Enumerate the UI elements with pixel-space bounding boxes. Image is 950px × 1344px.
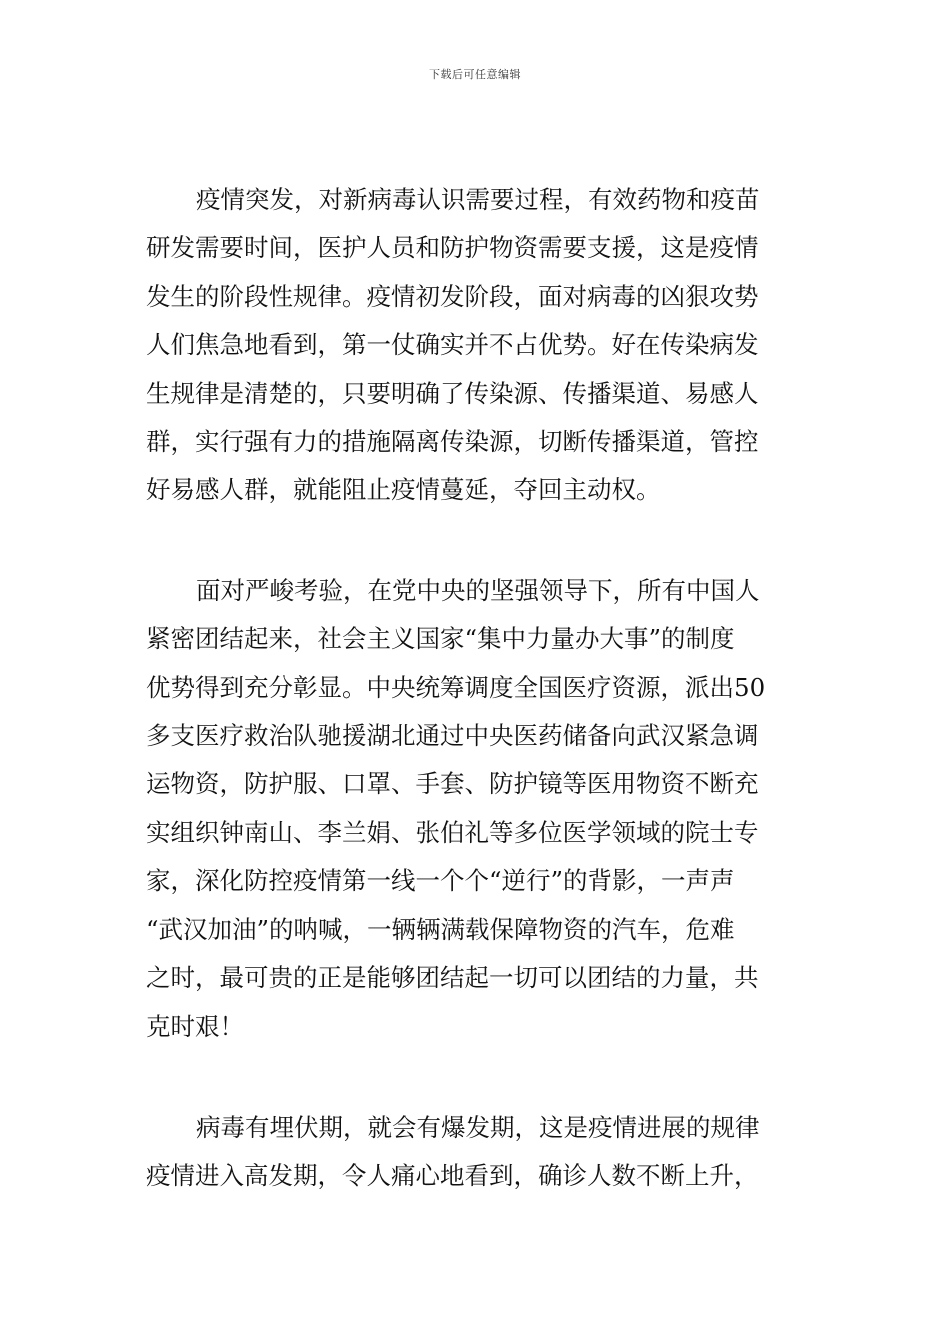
document-body	[146, 176, 808, 1201]
text-line: 之时，最可贵的正是能够团结起一切可以团结的力量，共	[146, 963, 759, 993]
text-line: 生规律是清楚的，只要明确了传染源、传播渠道、易感人	[146, 378, 759, 408]
text-line: 多支医疗救治队驰援湖北通过中央医药储备向武汉紧急调	[146, 721, 759, 751]
text-line: 研发需要时间，医护人员和防护物资需要支援，这是疫情	[146, 233, 759, 263]
text-line: “武汉加油”的呐喊，一辆辆满载保障物资的汽车，危难	[146, 914, 735, 944]
paragraph-2	[146, 567, 808, 1051]
paragraph-1	[146, 176, 808, 515]
text-line: 克时艰！	[146, 1011, 244, 1041]
text-line: 家，深化防控疫情第一线一个个“逆行”的背影，一声声	[146, 866, 735, 896]
text-line: 优势得到充分彰显。中央统筹调度全国医疗资源，派出50	[146, 672, 766, 702]
text-line: 疫情突发，对新病毒认识需要过程，有效药物和疫苗	[196, 185, 760, 214]
text-line: 病毒有埋伏期，就会有爆发期，这是疫情进展的规律	[196, 1112, 760, 1142]
text-line: 面对严峻考验，在党中央的坚强领导下，所有中国人	[196, 575, 760, 605]
text-line: 疫情进入高发期，令人痛心地看到，确诊人数不断上升，	[146, 1161, 759, 1191]
paragraph-spacer	[146, 1051, 808, 1104]
text-line: 群，实行强有力的措施隔离传染源，切断传播渠道，管控	[146, 427, 759, 457]
text-line: 发生的阶段性规律。疫情初发阶段，面对病毒的凶狠攻势	[146, 281, 759, 311]
paragraph-3	[146, 1104, 808, 1201]
page-header: 下载后可任意编辑	[429, 68, 521, 81]
text-line: 紧密团结起来，社会主义国家“集中力量办大事”的制度	[146, 624, 735, 654]
text-line: 好易感人群，就能阻止疫情蔓延，夺回主动权。	[146, 475, 661, 505]
text-line: 人们焦急地看到，第一仗确实并不占优势。好在传染病发	[146, 330, 759, 360]
text-line: 运物资，防护服、口罩、手套、防护镜等医用物资不断充	[146, 769, 759, 799]
text-line: 实组织钟南山、李兰娟、张伯礼等多位医学领域的院士专	[146, 817, 759, 847]
paragraph-spacer	[146, 515, 808, 567]
